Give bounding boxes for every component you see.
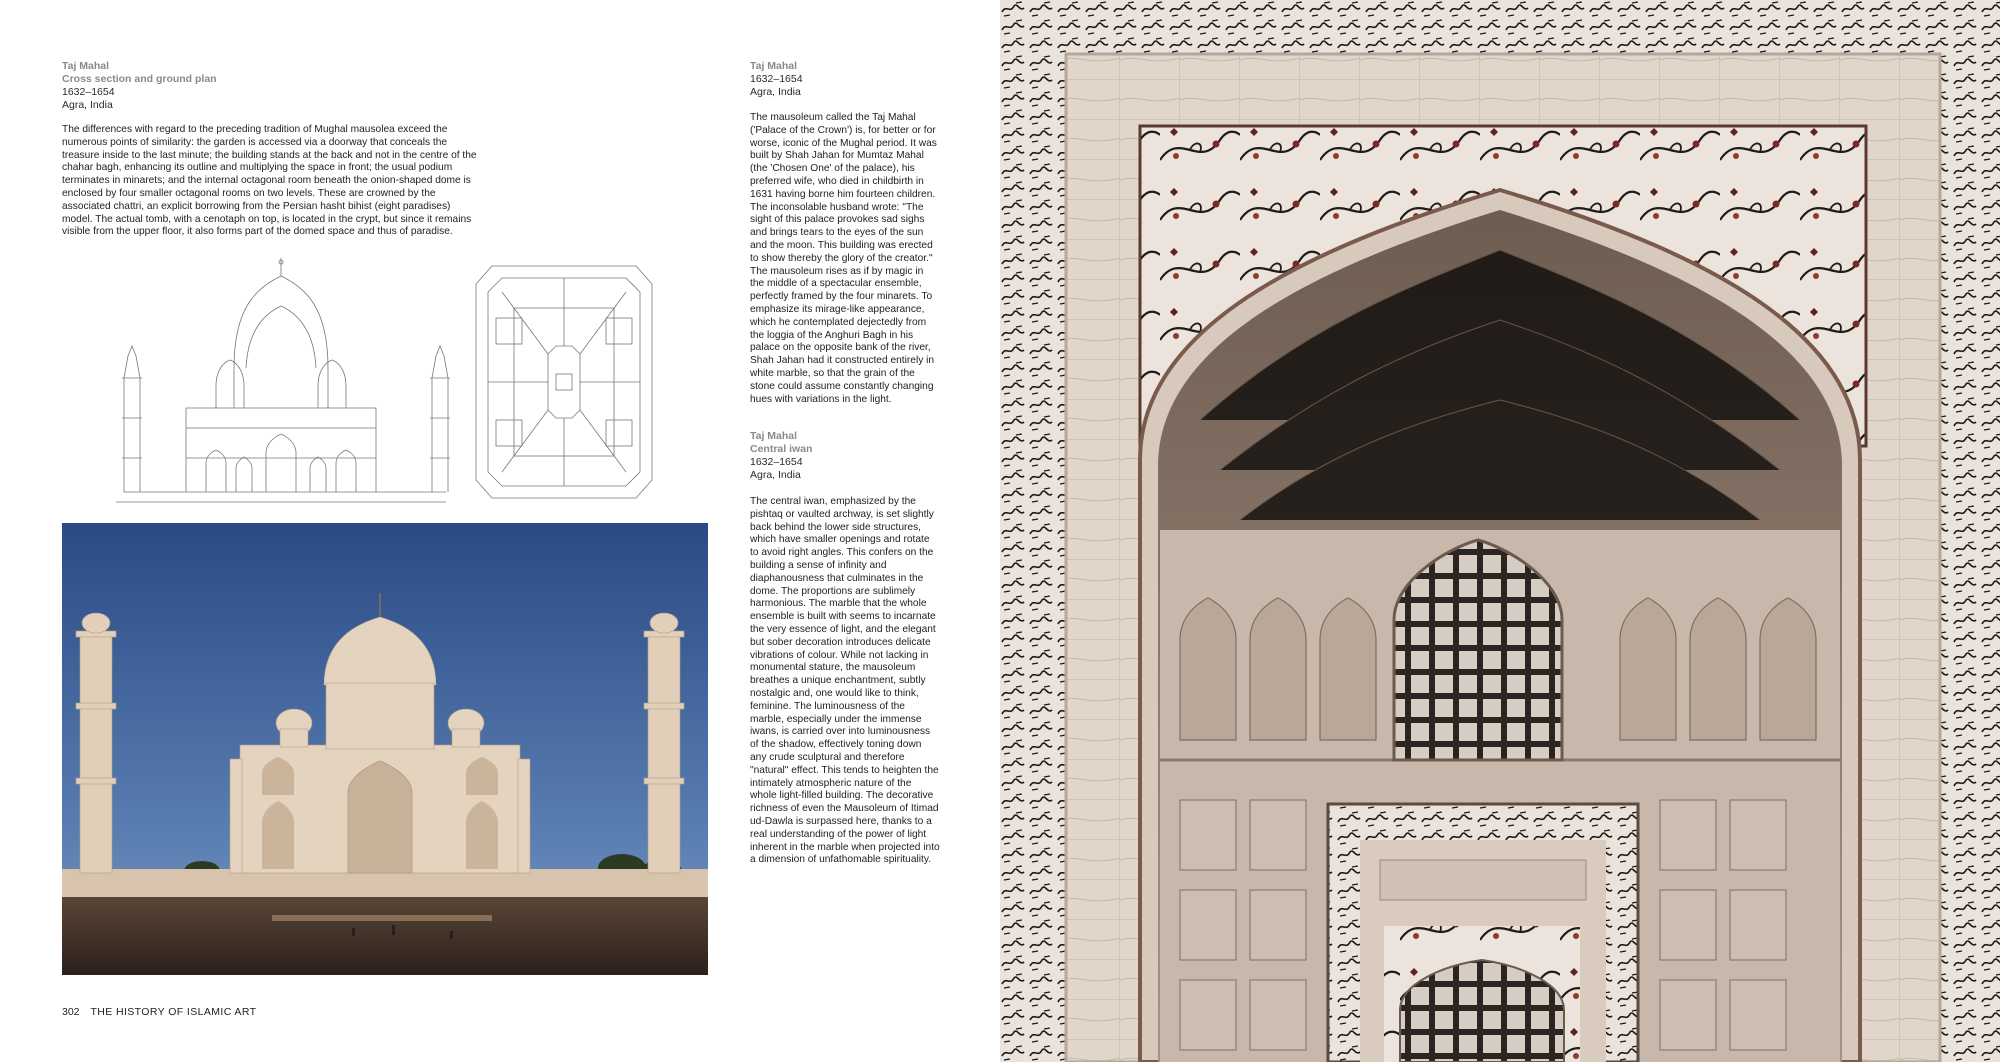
- caption-iwan: [750, 430, 940, 482]
- caption-title: Taj Mahal: [750, 60, 798, 72]
- page-footer: [62, 1006, 256, 1018]
- caption-dates: 1632–1654: [750, 73, 803, 85]
- caption-subtitle: Cross section and ground plan: [62, 73, 217, 85]
- ground-plan-drawing: [476, 266, 652, 498]
- caption-title: Taj Mahal: [62, 60, 110, 72]
- cross-section-drawing: [116, 258, 450, 502]
- caption-plan: [62, 60, 482, 112]
- right-page: [1000, 0, 2000, 1062]
- body-text-mausoleum: The mausoleum called the Taj Mahal ('Palace of the Crown') is, for better or for worse, iconic of the Mughal period. It was built by Shah Jahan for Mumtaz Mahal (the 'Chosen One' of the palace), his preferred wife, who died in childbirth in 1631 having borne him fourteen children. The inconsolable husband wrote: "The sight of this palace provokes sad sighs and brings tears to the eyes of the sun and the moon. This building was erected to show thereby the glory of the creator." The mausoleum rises as if by magic in the middle of a spectacular ensemble, perfectly framed by the four minarets. To emphasize its mirage-like appearance, which he contemplated dejectedly from the loggia of the Anghuri Bagh in his palace on the opposite bank of the river, Shah Jahan had it constructed entirely in white marble, so that the grain of the stone could assume constantly changing hues with variations in the light.: [750, 112, 937, 405]
- page-number: 302: [62, 1006, 80, 1018]
- body-text-iwan: The central iwan, emphasized by the pishtaq or vaulted archway, is set slightly back behind the lower side structures, which have smaller openings and rotate to avoid right angles. This confers on the building a sense of infinity and diaphanousness that culminates in the dome. The proportions are sublimely harmonious. The marble that the whole ensemble is built with seems to incarnate the very essence of light, and the elegant but sober decoration introduces delicate vibrations of colour. While not lacking in monumental stature, the mausoleum breathes a unique enchantment, subtly nostalgic and, one would like to think, feminine. The luminousness of the marble, especially under the immense iwans, is carried over into luminousness of the shadow, effectively toning down any crude sculptural and therefore "natural" effect. This tends to heighten the intimately atmospheric nature of the whole light-filled building. The decorative richness of even the Mausoleum of Itimad ud-Dawla is surpassed here, thanks to a real understanding of the power of light inherent in the marble when projected into a dimension of unfathomable spirituality.: [750, 496, 940, 866]
- caption-mausoleum: [750, 60, 940, 99]
- caption-dates: 1632–1654: [62, 86, 115, 98]
- caption-dates: 1632–1654: [750, 456, 803, 468]
- central-iwan-photo: [1000, 0, 2000, 1062]
- caption-location: Agra, India: [750, 86, 801, 98]
- cross-section-and-plan-drawing: [116, 258, 656, 506]
- caption-subtitle: Central iwan: [750, 443, 813, 455]
- caption-title: Taj Mahal: [750, 430, 798, 442]
- caption-location: Agra, India: [62, 99, 113, 111]
- taj-mahal-photo: [62, 523, 708, 975]
- body-text-plan: The differences with regard to the preceding tradition of Mughal mausolea exceed the numerous points of similarity: the garden is accessed via a doorway that conceals the treasure inside to the last minute; the building stands at the back and not in the centre of the chahar bagh, enhancing its outline and multiplying the space in front; the usual podium terminates in minarets; and the internal octagonal room beneath the onion-shaped dome is enclosed by four smaller octagonal rooms on two levels. These are crowned by the associated chattri, an explicit borrowing from the Persian hasht bihist (eight paradises) model. The actual tomb, with a cenotaph on top, is located in the crypt, but since it remains visible from the upper floor, it also forms part of the domed space and thus of paradise.: [62, 124, 477, 238]
- running-title: THE HISTORY OF ISLAMIC ART: [90, 1006, 257, 1018]
- caption-location: Agra, India: [750, 469, 801, 481]
